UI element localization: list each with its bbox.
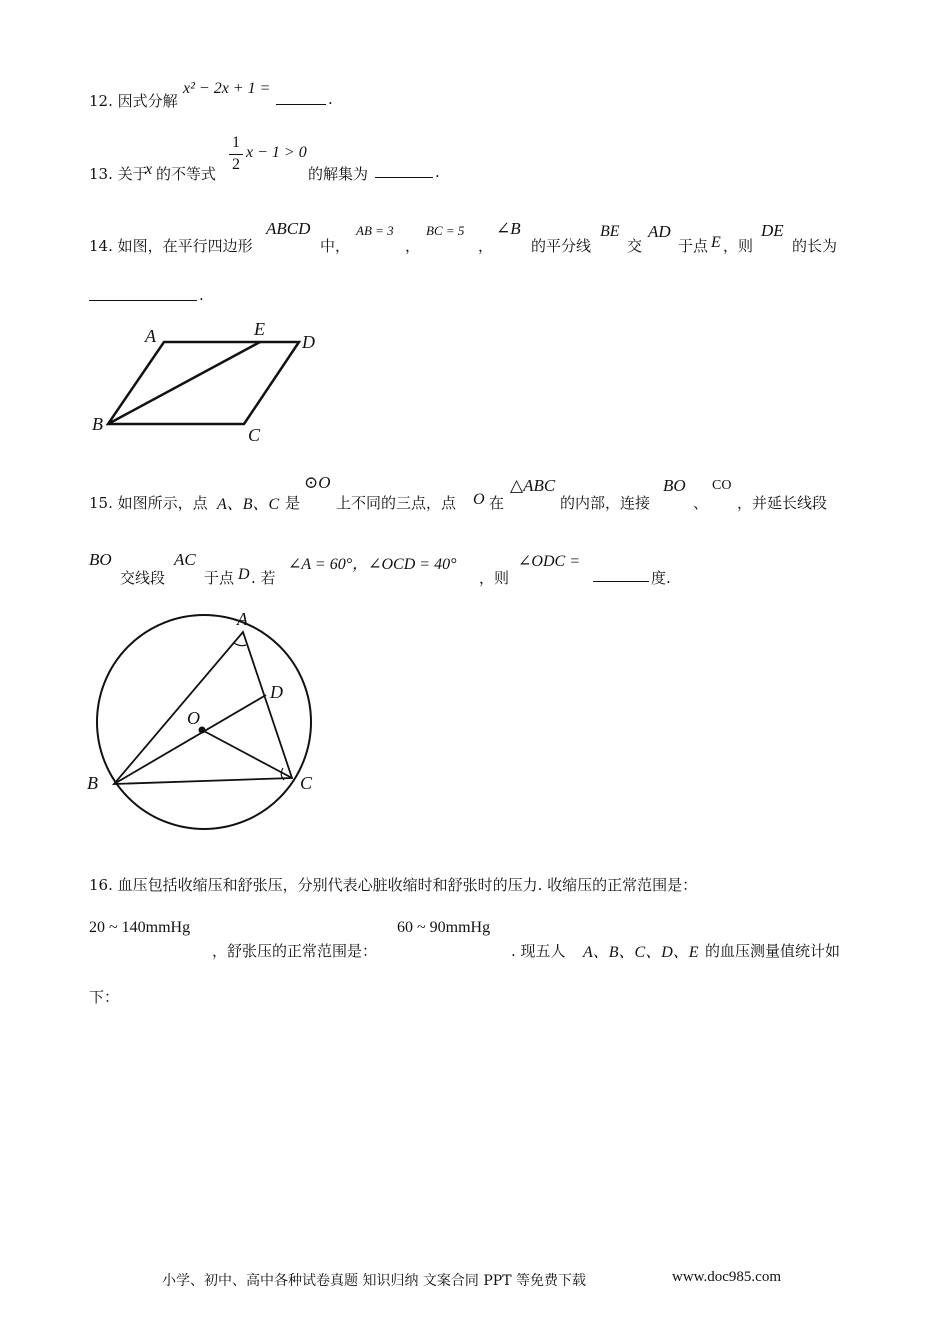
- label-e: E: [254, 319, 265, 339]
- angle-a-mark: [234, 643, 246, 646]
- q14-be: BE: [600, 223, 620, 240]
- q15-ac: AC: [174, 550, 196, 569]
- q15-bo: BO: [663, 476, 686, 495]
- q15-triangle: △ABC: [510, 476, 556, 495]
- footer-site-link[interactable]: www.doc985.com: [672, 1269, 782, 1285]
- q15-d: D: [238, 566, 250, 583]
- q15-prefix: 15. 如图所示，点: [89, 494, 208, 512]
- q14-parallelogram-figure: [80, 315, 340, 450]
- label-a: A: [237, 609, 248, 629]
- q15-text-4: 的内部，连接: [560, 494, 651, 512]
- q15-bo-2: BO: [89, 550, 112, 569]
- q14-shape: ABCD: [266, 219, 311, 238]
- q15-circle-figure: [80, 605, 330, 845]
- q13-prefix: 13. 关于: [89, 165, 148, 183]
- label-a: A: [145, 326, 156, 346]
- label-c: C: [248, 425, 261, 445]
- q12-answer-blank[interactable]: [276, 90, 326, 105]
- q12-prefix: 12. 因式分解: [89, 92, 178, 110]
- q16-range-systolic: 20 ~ 140mmHg: [89, 919, 191, 936]
- label-b: B: [87, 773, 98, 793]
- q15-degree: 度.: [651, 569, 671, 587]
- q14-point-e: E: [711, 234, 721, 251]
- q15-text-5: ，并延长线段: [737, 494, 828, 512]
- q15-co: CO: [712, 478, 732, 493]
- q15-question: ∠ODC =: [518, 553, 580, 570]
- q13-suffix-text: 的解集为: [308, 165, 369, 183]
- q16-line-1: 16. 血压包括收缩压和舒张压，分别代表心脏收缩时和舒张时的压力. 收缩压的正常范围是：: [89, 876, 698, 894]
- q14-ad: AD: [648, 222, 671, 241]
- q14-text-2: 的平分线: [531, 237, 592, 255]
- q16-people: A、B、C、D、E: [583, 944, 699, 961]
- q16-text-1: ，舒张压的正常范围是：: [212, 942, 378, 960]
- q14-angle: ∠B: [496, 219, 521, 238]
- q13-answer-blank[interactable]: [375, 163, 433, 178]
- q15-answer-blank[interactable]: [593, 567, 649, 582]
- q15-condition: ∠A = 60°，∠OCD = 40°: [288, 556, 457, 573]
- q13-mid: 的不等式: [156, 165, 217, 183]
- q15-text-7: 于点: [204, 569, 235, 587]
- parallelogram-abcd: [108, 342, 299, 424]
- label-d: D: [302, 332, 315, 352]
- q15-o: O: [473, 491, 485, 508]
- label-o: O: [187, 708, 200, 728]
- circle-o: [97, 615, 311, 829]
- q15-text-2: 上不同的三点，点: [336, 494, 457, 512]
- q14-text-1: 中，: [320, 237, 351, 255]
- q13-variable: x: [145, 161, 153, 178]
- q14-text-6: 的长为: [792, 237, 838, 255]
- q13-frac-num: 1: [232, 134, 240, 151]
- q14-period: .: [199, 286, 204, 304]
- q13-frac-den: 2: [232, 156, 240, 173]
- q15-sep: 、: [693, 494, 709, 512]
- q15-text-9: ，则: [479, 569, 510, 587]
- q14-comma-1: ，: [405, 237, 421, 255]
- q14-text-5: ，则: [723, 237, 754, 255]
- label-d: D: [270, 682, 283, 702]
- q16-text-3: 的血压测量值统计如: [705, 942, 841, 960]
- q14-text-3: 交: [627, 237, 643, 255]
- triangle-abc: [114, 632, 292, 784]
- q13-period: .: [435, 163, 440, 181]
- footer-text: 小学、初中、高中各种试卷真题 知识归纳 文案合同 PPT 等免费下载: [162, 1273, 586, 1289]
- q15-text-8: . 若: [251, 569, 276, 587]
- q15-points: A、B、C: [217, 496, 280, 513]
- q15-text-6: 交线段: [120, 569, 166, 587]
- q16-range-diastolic: 60 ~ 90mmHg: [397, 919, 491, 936]
- q14-bc: BC = 5: [426, 223, 465, 238]
- q13-frac-bar: [229, 154, 243, 155]
- segment-be: [108, 342, 260, 424]
- q14-answer-blank[interactable]: [89, 286, 197, 301]
- q14-comma-2: ，: [478, 237, 494, 255]
- q16-text-2: . 现五人: [511, 942, 566, 960]
- q14-de: DE: [761, 221, 784, 240]
- q12-expression: x² − 2x + 1 =: [183, 80, 271, 97]
- q15-text-3: 在: [489, 494, 505, 512]
- q15-text-1: 是: [285, 494, 301, 512]
- q13-expression: x − 1 > 0: [246, 144, 307, 161]
- label-c: C: [300, 773, 313, 793]
- q14-text-4: 于点: [678, 237, 709, 255]
- q12-period: .: [328, 90, 333, 108]
- q14-prefix: 14. 如图，在平行四边形: [89, 237, 253, 255]
- q15-circle: ⊙O: [304, 473, 331, 492]
- q14-ab: AB = 3: [356, 223, 394, 238]
- label-b: B: [92, 414, 103, 434]
- q16-line-3: 下：: [89, 988, 120, 1006]
